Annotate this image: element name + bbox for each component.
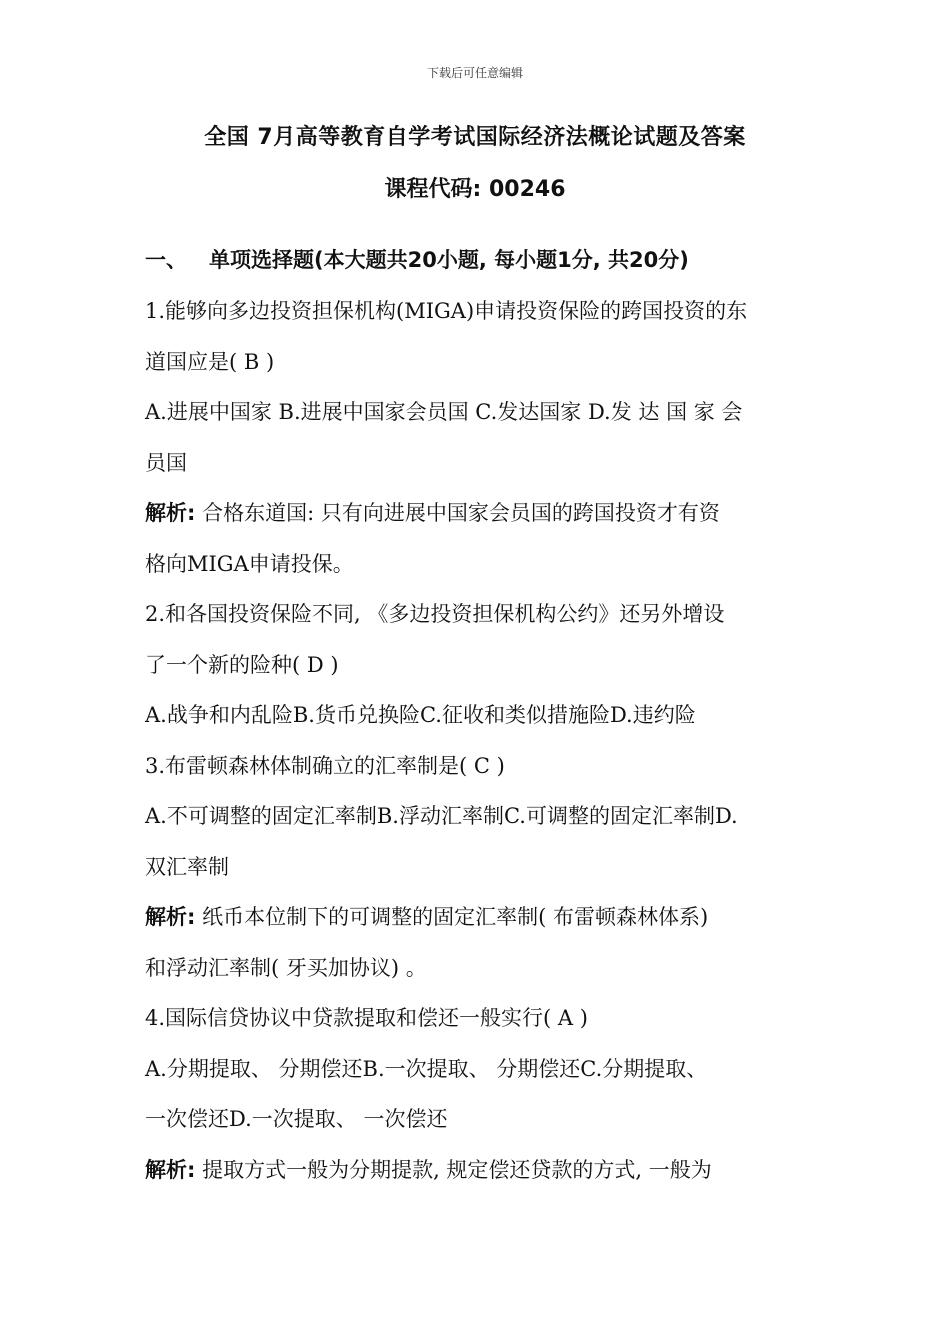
question-2-options-line-1: A.战争和内乱险B.货币兑换险C.征收和类似措施险D.违约险 <box>145 703 696 727</box>
section-label: 单项选择题(本大题共20小题, 每小题1分, 共20分) <box>209 248 689 272</box>
question-1-options-line-2: 员国 <box>145 450 187 475</box>
question-3-options-line-2: 双汇率制 <box>145 854 229 879</box>
document-title: 全国 7月高等教育自学考试国际经济法概论试题及答案 <box>204 125 746 150</box>
analysis-label: 解析: <box>145 1157 196 1182</box>
question-3-stem-line-1: 3.布雷顿森林体制确立的汇率制是( C ) <box>145 753 505 778</box>
section-number: 一、 <box>145 248 187 272</box>
question-3-analysis-line-1 <box>145 892 815 943</box>
header-note: 下载后可任意编辑 <box>426 66 523 80</box>
question-4-options-line-1: A.分期提取、 分期偿还B.一次提取、 分期偿还C.分期提取、 <box>145 1056 708 1081</box>
question-3-options-line-1: A.不可调整的固定汇率制B.浮动汇率制C.可调整的固定汇率制D. <box>145 804 738 828</box>
question-1-options-line-1: A.进展中国家 B.进展中国家会员国 C.发达国家 D.发 达 国 家 会 <box>145 400 743 424</box>
analysis-label: 解析: <box>145 501 196 525</box>
question-4-analysis-line-1 <box>145 1145 815 1196</box>
question-1-stem-line-2: 道国应是( B ) <box>145 349 275 374</box>
question-1-analysis-line-1 <box>145 488 815 539</box>
course-code: 课程代码: 00246 <box>384 177 566 202</box>
question-4-options-line-2: 一次偿还D.一次提取、 一次偿还 <box>145 1107 448 1131</box>
section-heading <box>145 244 689 274</box>
analysis-text: 提取方式一般为分期提款, 规定偿还贷款的方式, 一般为 <box>195 1157 712 1182</box>
question-1-analysis-line-2: 格向MIGA申请投保。 <box>145 551 354 576</box>
question-2-stem-line-1: 2.和各国投资保险不同, 《多边投资担保机构公约》还另外增设 <box>145 602 725 626</box>
question-4-stem-line-1: 4.国际信贷协议中贷款提取和偿还一般实行( A ) <box>145 1006 588 1030</box>
analysis-text: 纸币本位制下的可调整的固定汇率制( 布雷顿森林体系) <box>195 905 709 929</box>
analysis-label: 解析: <box>145 905 196 929</box>
question-2-stem-line-2: 了一个新的险种( D ) <box>145 652 339 677</box>
question-1-stem-line-1: 1.能够向多边投资担保机构(MIGA)申请投资保险的跨国投资的东 <box>145 299 748 323</box>
analysis-text: 合格东道国: 只有向进展中国家会员国的跨国投资才有资 <box>195 501 720 525</box>
question-list <box>145 286 815 1195</box>
question-3-analysis-line-2: 和浮动汇率制( 牙买加协议) 。 <box>145 955 427 980</box>
